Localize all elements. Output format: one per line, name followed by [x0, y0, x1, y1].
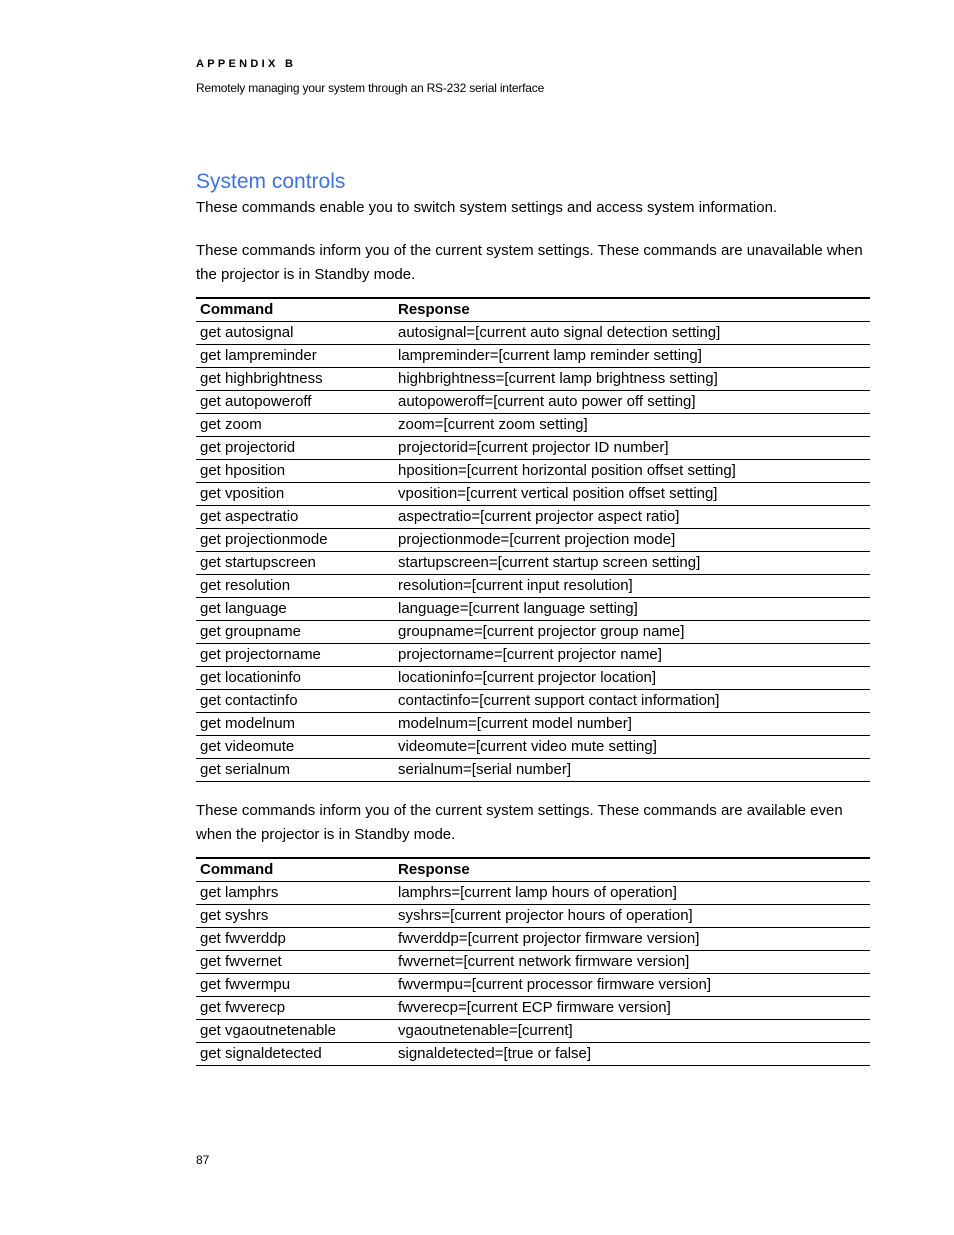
response-cell: fwvernet=[current network firmware version]	[398, 953, 690, 970]
response-cell: projectorid=[current projector ID number]	[398, 439, 669, 456]
table-row	[196, 322, 870, 345]
command-cell: get projectionmode	[200, 531, 328, 548]
command-cell: get projectorid	[200, 439, 296, 456]
response-cell: resolution=[current input resolution]	[398, 577, 633, 594]
table-row	[196, 575, 870, 598]
table-row	[196, 391, 870, 414]
table-row	[196, 598, 870, 621]
command-cell: get fwverddp	[200, 930, 286, 947]
command-cell: get fwvernet	[200, 953, 282, 970]
command-cell: get vposition	[200, 485, 285, 502]
table-row	[196, 713, 870, 736]
response-cell: lamphrs=[current lamp hours of operation]	[398, 884, 677, 901]
table-row	[196, 368, 870, 391]
standby-unavailable-paragraph: These commands inform you of the current system settings. These commands are unavailable when the projector is in Standby mode.	[196, 242, 863, 283]
command-cell: get videomute	[200, 738, 295, 755]
column-header-command: Command	[200, 301, 274, 318]
response-cell: groupname=[current projector group name]	[398, 623, 685, 640]
table-row	[196, 483, 870, 506]
column-header-command: Command	[200, 861, 274, 878]
table-row	[196, 1020, 870, 1043]
response-cell: fwvermpu=[current processor firmware version]	[398, 976, 712, 993]
command-cell: get syshrs	[200, 907, 269, 924]
table-row	[196, 552, 870, 575]
command-cell: get hposition	[200, 462, 286, 479]
response-cell: locationinfo=[current projector location]	[398, 669, 657, 686]
response-cell: aspectratio=[current projector aspect ratio]	[398, 508, 680, 525]
standby-available-commands-table	[196, 857, 870, 1066]
command-cell: get signaldetected	[200, 1045, 322, 1062]
table-row	[196, 437, 870, 460]
response-cell: contactinfo=[current support contact information]	[398, 692, 720, 709]
response-cell: hposition=[current horizontal position offset setting]	[398, 462, 736, 479]
response-cell: projectorname=[current projector name]	[398, 646, 662, 663]
table-row	[196, 1043, 870, 1066]
command-cell: get lampreminder	[200, 347, 317, 364]
table-row	[196, 621, 870, 644]
chapter-subtitle: Remotely managing your system through an RS-232 serial interface	[196, 81, 545, 95]
table-row	[196, 951, 870, 974]
command-cell: get startupscreen	[200, 554, 316, 571]
section-title: System controls	[196, 170, 346, 193]
command-cell: get zoom	[200, 416, 262, 433]
response-cell: autopoweroff=[current auto power off setting]	[398, 393, 696, 410]
table-row	[196, 690, 870, 713]
response-cell: language=[current language setting]	[398, 600, 638, 617]
table-row	[196, 997, 870, 1020]
table-row	[196, 736, 870, 759]
response-cell: signaldetected=[true or false]	[398, 1045, 592, 1062]
table-row	[196, 905, 870, 928]
command-cell: get autosignal	[200, 324, 294, 341]
table-row	[196, 928, 870, 951]
table-row	[196, 345, 870, 368]
response-cell: zoom=[current zoom setting]	[398, 416, 588, 433]
table-header-row	[196, 859, 870, 882]
table-row	[196, 882, 870, 905]
table-row	[196, 506, 870, 529]
column-header-response: Response	[398, 861, 470, 878]
response-cell: vposition=[current vertical position offset setting]	[398, 485, 718, 502]
command-cell: get lamphrs	[200, 884, 279, 901]
response-cell: startupscreen=[current startup screen setting]	[398, 554, 701, 571]
response-cell: videomute=[current video mute setting]	[398, 738, 657, 755]
table-row	[196, 414, 870, 437]
command-cell: get contactinfo	[200, 692, 298, 709]
table-row	[196, 974, 870, 997]
response-cell: highbrightness=[current lamp brightness setting]	[398, 370, 718, 387]
standby-available-paragraph: These commands inform you of the current system settings. These commands are available even when the projector is in Standby mode.	[196, 802, 843, 843]
command-cell: get locationinfo	[200, 669, 301, 686]
command-cell: get aspectratio	[200, 508, 299, 525]
response-cell: syshrs=[current projector hours of operation]	[398, 907, 693, 924]
response-cell: fwverddp=[current projector firmware version]	[398, 930, 700, 947]
command-cell: get groupname	[200, 623, 301, 640]
response-cell: projectionmode=[current projection mode]	[398, 531, 676, 548]
table-row	[196, 667, 870, 690]
command-cell: get autopoweroff	[200, 393, 312, 410]
command-cell: get vgaoutnetenable	[200, 1022, 336, 1039]
response-cell: autosignal=[current auto signal detection setting]	[398, 324, 721, 341]
command-cell: get highbrightness	[200, 370, 323, 387]
response-cell: fwverecp=[current ECP firmware version]	[398, 999, 671, 1016]
response-cell: vgaoutnetenable=[current]	[398, 1022, 573, 1039]
command-cell: get modelnum	[200, 715, 296, 732]
intro-paragraph: These commands enable you to switch system settings and access system information.	[196, 199, 778, 216]
response-cell: lampreminder=[current lamp reminder setting]	[398, 347, 702, 364]
appendix-label: APPENDIX B	[196, 58, 297, 70]
standby-unavailable-commands-table	[196, 297, 870, 782]
page-number: 87	[196, 1153, 210, 1167]
command-cell: get fwvermpu	[200, 976, 291, 993]
table-header-row	[196, 299, 870, 322]
table-row	[196, 529, 870, 552]
command-cell: get projectorname	[200, 646, 321, 663]
table-row	[196, 460, 870, 483]
command-cell: get language	[200, 600, 287, 617]
response-cell: modelnum=[current model number]	[398, 715, 632, 732]
command-cell: get resolution	[200, 577, 291, 594]
command-cell: get serialnum	[200, 761, 291, 778]
command-cell: get fwverecp	[200, 999, 286, 1016]
response-cell: serialnum=[serial number]	[398, 761, 571, 778]
column-header-response: Response	[398, 301, 470, 318]
table-row	[196, 759, 870, 782]
table-row	[196, 644, 870, 667]
